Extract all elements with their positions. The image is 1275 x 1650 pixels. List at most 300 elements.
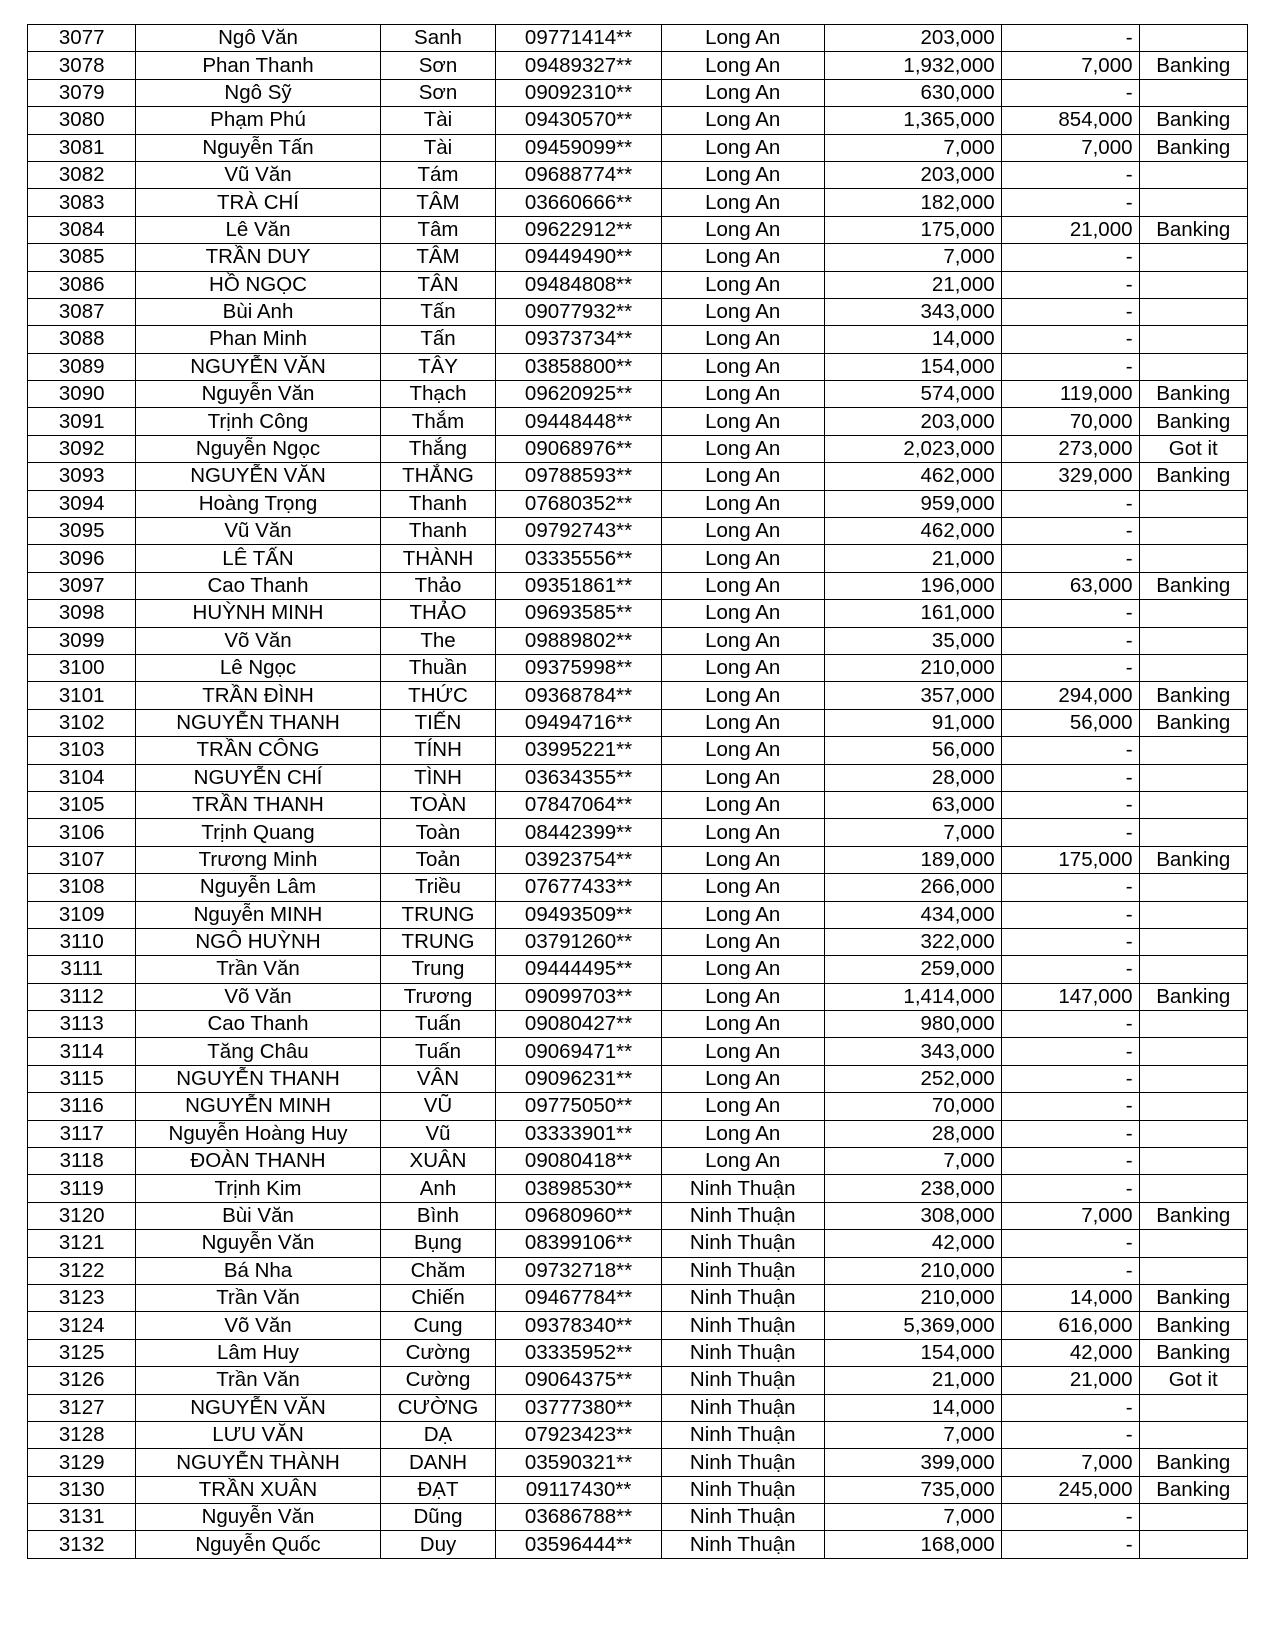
row-number-cell: 3097 xyxy=(28,572,136,599)
payment-method-cell: Banking xyxy=(1139,1284,1247,1311)
phone-number-cell: 09351861** xyxy=(496,572,661,599)
table-row xyxy=(28,928,1248,955)
payment-method-cell xyxy=(1139,928,1247,955)
family-name-cell: TRÀ CHÍ xyxy=(136,189,380,216)
given-name-cell: Sơn xyxy=(380,52,496,79)
paid-amount-cell: - xyxy=(1001,627,1139,654)
phone-number-cell: 09693585** xyxy=(496,600,661,627)
family-name-cell: Trịnh Kim xyxy=(136,1175,380,1202)
phone-number-cell: 09117430** xyxy=(496,1476,661,1503)
payment-method-cell xyxy=(1139,271,1247,298)
province-cell: Long An xyxy=(661,435,824,462)
given-name-cell: Trung xyxy=(380,956,496,983)
province-cell: Ninh Thuận xyxy=(661,1449,824,1476)
paid-amount-cell: 14,000 xyxy=(1001,1284,1139,1311)
row-number-cell: 3131 xyxy=(28,1504,136,1531)
table-row xyxy=(28,1367,1248,1394)
given-name-cell: THẢO xyxy=(380,600,496,627)
total-amount-cell: 210,000 xyxy=(824,654,1001,681)
paid-amount-cell: - xyxy=(1001,1120,1139,1147)
total-amount-cell: 959,000 xyxy=(824,490,1001,517)
province-cell: Long An xyxy=(661,983,824,1010)
family-name-cell: LÊ TẤN xyxy=(136,545,380,572)
province-cell: Long An xyxy=(661,216,824,243)
province-cell: Ninh Thuận xyxy=(661,1312,824,1339)
row-number-cell: 3126 xyxy=(28,1367,136,1394)
given-name-cell: Thảo xyxy=(380,572,496,599)
total-amount-cell: 196,000 xyxy=(824,572,1001,599)
total-amount-cell: 42,000 xyxy=(824,1230,1001,1257)
total-amount-cell: 168,000 xyxy=(824,1531,1001,1558)
table-row xyxy=(28,846,1248,873)
family-name-cell: Nguyễn Văn xyxy=(136,381,380,408)
paid-amount-cell: 329,000 xyxy=(1001,463,1139,490)
family-name-cell: Nguyễn Lâm xyxy=(136,874,380,901)
row-number-cell: 3087 xyxy=(28,298,136,325)
paid-amount-cell: - xyxy=(1001,1093,1139,1120)
table-row xyxy=(28,709,1248,736)
paid-amount-cell: 616,000 xyxy=(1001,1312,1139,1339)
paid-amount-cell: 7,000 xyxy=(1001,134,1139,161)
paid-amount-cell: - xyxy=(1001,901,1139,928)
payment-method-cell xyxy=(1139,1257,1247,1284)
phone-number-cell: 09373734** xyxy=(496,326,661,353)
family-name-cell: Bùi Văn xyxy=(136,1202,380,1229)
given-name-cell: Duy xyxy=(380,1531,496,1558)
total-amount-cell: 7,000 xyxy=(824,1421,1001,1448)
given-name-cell: Triều xyxy=(380,874,496,901)
table-row xyxy=(28,1504,1248,1531)
table-row xyxy=(28,1038,1248,1065)
family-name-cell: Nguyễn MINH xyxy=(136,901,380,928)
payment-method-cell xyxy=(1139,1011,1247,1038)
family-name-cell: TRẦN XUÂN xyxy=(136,1476,380,1503)
table-row xyxy=(28,1421,1248,1448)
row-number-cell: 3114 xyxy=(28,1038,136,1065)
table-row xyxy=(28,435,1248,462)
given-name-cell: Bình xyxy=(380,1202,496,1229)
table-row xyxy=(28,1394,1248,1421)
payment-method-cell xyxy=(1139,1093,1247,1120)
table-row xyxy=(28,1120,1248,1147)
paid-amount-cell: - xyxy=(1001,1531,1139,1558)
payment-method-cell xyxy=(1139,627,1247,654)
phone-number-cell: 09099703** xyxy=(496,983,661,1010)
phone-number-cell: 08442399** xyxy=(496,819,661,846)
customer-table xyxy=(27,24,1248,1559)
row-number-cell: 3103 xyxy=(28,737,136,764)
table-row xyxy=(28,216,1248,243)
given-name-cell: Trương xyxy=(380,983,496,1010)
table-body xyxy=(28,25,1248,1559)
total-amount-cell: 14,000 xyxy=(824,326,1001,353)
phone-number-cell: 09068976** xyxy=(496,435,661,462)
row-number-cell: 3089 xyxy=(28,353,136,380)
province-cell: Ninh Thuận xyxy=(661,1531,824,1558)
phone-number-cell: 03333901** xyxy=(496,1120,661,1147)
row-number-cell: 3085 xyxy=(28,244,136,271)
total-amount-cell: 21,000 xyxy=(824,545,1001,572)
table-row xyxy=(28,956,1248,983)
row-number-cell: 3120 xyxy=(28,1202,136,1229)
table-row xyxy=(28,627,1248,654)
phone-number-cell: 09680960** xyxy=(496,1202,661,1229)
table-row xyxy=(28,1284,1248,1311)
family-name-cell: NGUYỄN THANH xyxy=(136,709,380,736)
family-name-cell: Trịnh Quang xyxy=(136,819,380,846)
row-number-cell: 3122 xyxy=(28,1257,136,1284)
row-number-cell: 3125 xyxy=(28,1339,136,1366)
paid-amount-cell: 63,000 xyxy=(1001,572,1139,599)
payment-method-cell: Banking xyxy=(1139,408,1247,435)
row-number-cell: 3129 xyxy=(28,1449,136,1476)
family-name-cell: Tăng Châu xyxy=(136,1038,380,1065)
given-name-cell: TÍNH xyxy=(380,737,496,764)
family-name-cell: Nguyễn Ngọc xyxy=(136,435,380,462)
total-amount-cell: 63,000 xyxy=(824,791,1001,818)
paid-amount-cell: - xyxy=(1001,956,1139,983)
family-name-cell: Cao Thanh xyxy=(136,572,380,599)
province-cell: Long An xyxy=(661,627,824,654)
family-name-cell: Lê Văn xyxy=(136,216,380,243)
payment-method-cell: Banking xyxy=(1139,52,1247,79)
family-name-cell: Hoàng Trọng xyxy=(136,490,380,517)
family-name-cell: Võ Văn xyxy=(136,1312,380,1339)
table-row xyxy=(28,572,1248,599)
province-cell: Ninh Thuận xyxy=(661,1504,824,1531)
table-row xyxy=(28,1312,1248,1339)
total-amount-cell: 238,000 xyxy=(824,1175,1001,1202)
row-number-cell: 3110 xyxy=(28,928,136,955)
payment-method-cell xyxy=(1139,737,1247,764)
paid-amount-cell: - xyxy=(1001,1504,1139,1531)
paid-amount-cell: - xyxy=(1001,928,1139,955)
row-number-cell: 3112 xyxy=(28,983,136,1010)
province-cell: Ninh Thuận xyxy=(661,1202,824,1229)
phone-number-cell: 09889802** xyxy=(496,627,661,654)
family-name-cell: Bá Nha xyxy=(136,1257,380,1284)
total-amount-cell: 357,000 xyxy=(824,682,1001,709)
given-name-cell: TOÀN xyxy=(380,791,496,818)
total-amount-cell: 21,000 xyxy=(824,271,1001,298)
total-amount-cell: 574,000 xyxy=(824,381,1001,408)
phone-number-cell: 09368784** xyxy=(496,682,661,709)
paid-amount-cell: 119,000 xyxy=(1001,381,1139,408)
province-cell: Ninh Thuận xyxy=(661,1257,824,1284)
row-number-cell: 3088 xyxy=(28,326,136,353)
province-cell: Ninh Thuận xyxy=(661,1394,824,1421)
table-row xyxy=(28,1202,1248,1229)
table-row xyxy=(28,326,1248,353)
paid-amount-cell: - xyxy=(1001,1421,1139,1448)
phone-number-cell: 09378340** xyxy=(496,1312,661,1339)
payment-method-cell xyxy=(1139,189,1247,216)
paid-amount-cell: - xyxy=(1001,161,1139,188)
family-name-cell: Trần Văn xyxy=(136,1284,380,1311)
row-number-cell: 3116 xyxy=(28,1093,136,1120)
row-number-cell: 3090 xyxy=(28,381,136,408)
payment-method-cell xyxy=(1139,1230,1247,1257)
total-amount-cell: 5,369,000 xyxy=(824,1312,1001,1339)
table-row xyxy=(28,25,1248,52)
table-row xyxy=(28,189,1248,216)
payment-method-cell xyxy=(1139,353,1247,380)
row-number-cell: 3109 xyxy=(28,901,136,928)
table-row xyxy=(28,1065,1248,1092)
family-name-cell: Ngô Sỹ xyxy=(136,79,380,106)
phone-number-cell: 09444495** xyxy=(496,956,661,983)
total-amount-cell: 203,000 xyxy=(824,25,1001,52)
phone-number-cell: 09375998** xyxy=(496,654,661,681)
row-number-cell: 3078 xyxy=(28,52,136,79)
total-amount-cell: 735,000 xyxy=(824,1476,1001,1503)
province-cell: Ninh Thuận xyxy=(661,1339,824,1366)
payment-method-cell: Banking xyxy=(1139,682,1247,709)
province-cell: Long An xyxy=(661,819,824,846)
table-row xyxy=(28,1257,1248,1284)
total-amount-cell: 252,000 xyxy=(824,1065,1001,1092)
paid-amount-cell: - xyxy=(1001,1175,1139,1202)
paid-amount-cell: - xyxy=(1001,1038,1139,1065)
paid-amount-cell: - xyxy=(1001,490,1139,517)
row-number-cell: 3094 xyxy=(28,490,136,517)
payment-method-cell: Got it xyxy=(1139,435,1247,462)
family-name-cell: TRẦN THANH xyxy=(136,791,380,818)
province-cell: Long An xyxy=(661,682,824,709)
payment-method-cell xyxy=(1139,161,1247,188)
payment-method-cell xyxy=(1139,1148,1247,1175)
given-name-cell: Tài xyxy=(380,107,496,134)
table-row xyxy=(28,654,1248,681)
row-number-cell: 3130 xyxy=(28,1476,136,1503)
paid-amount-cell: - xyxy=(1001,1394,1139,1421)
table-row xyxy=(28,52,1248,79)
given-name-cell: Toản xyxy=(380,846,496,873)
total-amount-cell: 7,000 xyxy=(824,819,1001,846)
province-cell: Ninh Thuận xyxy=(661,1367,824,1394)
phone-number-cell: 03634355** xyxy=(496,764,661,791)
row-number-cell: 3098 xyxy=(28,600,136,627)
phone-number-cell: 03590321** xyxy=(496,1449,661,1476)
family-name-cell: Lâm Huy xyxy=(136,1339,380,1366)
phone-number-cell: 07677433** xyxy=(496,874,661,901)
phone-number-cell: 09459099** xyxy=(496,134,661,161)
row-number-cell: 3095 xyxy=(28,518,136,545)
row-number-cell: 3100 xyxy=(28,654,136,681)
family-name-cell: Võ Văn xyxy=(136,627,380,654)
family-name-cell: Ngô Văn xyxy=(136,25,380,52)
phone-number-cell: 08399106** xyxy=(496,1230,661,1257)
family-name-cell: Trương Minh xyxy=(136,846,380,873)
paid-amount-cell: - xyxy=(1001,819,1139,846)
province-cell: Long An xyxy=(661,79,824,106)
total-amount-cell: 14,000 xyxy=(824,1394,1001,1421)
total-amount-cell: 308,000 xyxy=(824,1202,1001,1229)
total-amount-cell: 322,000 xyxy=(824,928,1001,955)
paid-amount-cell: - xyxy=(1001,1230,1139,1257)
table-row xyxy=(28,1449,1248,1476)
given-name-cell: DANH xyxy=(380,1449,496,1476)
given-name-cell: TIẾN xyxy=(380,709,496,736)
phone-number-cell: 09080427** xyxy=(496,1011,661,1038)
given-name-cell: Thạch xyxy=(380,381,496,408)
given-name-cell: TRUNG xyxy=(380,928,496,955)
payment-method-cell: Banking xyxy=(1139,983,1247,1010)
paid-amount-cell: 294,000 xyxy=(1001,682,1139,709)
row-number-cell: 3079 xyxy=(28,79,136,106)
phone-number-cell: 09620925** xyxy=(496,381,661,408)
payment-method-cell: Banking xyxy=(1139,107,1247,134)
table-row xyxy=(28,737,1248,764)
phone-number-cell: 03335556** xyxy=(496,545,661,572)
row-number-cell: 3084 xyxy=(28,216,136,243)
payment-method-cell: Banking xyxy=(1139,463,1247,490)
phone-number-cell: 09622912** xyxy=(496,216,661,243)
row-number-cell: 3102 xyxy=(28,709,136,736)
table-row xyxy=(28,874,1248,901)
paid-amount-cell: - xyxy=(1001,244,1139,271)
payment-method-cell xyxy=(1139,654,1247,681)
phone-number-cell: 09448448** xyxy=(496,408,661,435)
given-name-cell: THÀNH xyxy=(380,545,496,572)
row-number-cell: 3081 xyxy=(28,134,136,161)
payment-method-cell xyxy=(1139,600,1247,627)
province-cell: Long An xyxy=(661,189,824,216)
total-amount-cell: 28,000 xyxy=(824,764,1001,791)
phone-number-cell: 03791260** xyxy=(496,928,661,955)
total-amount-cell: 154,000 xyxy=(824,1339,1001,1366)
paid-amount-cell: - xyxy=(1001,791,1139,818)
province-cell: Long An xyxy=(661,298,824,325)
row-number-cell: 3107 xyxy=(28,846,136,873)
province-cell: Ninh Thuận xyxy=(661,1421,824,1448)
phone-number-cell: 07847064** xyxy=(496,791,661,818)
paid-amount-cell: - xyxy=(1001,1148,1139,1175)
row-number-cell: 3124 xyxy=(28,1312,136,1339)
family-name-cell: Trần Văn xyxy=(136,1367,380,1394)
row-number-cell: 3113 xyxy=(28,1011,136,1038)
province-cell: Long An xyxy=(661,52,824,79)
table-row xyxy=(28,1093,1248,1120)
payment-method-cell xyxy=(1139,1504,1247,1531)
province-cell: Long An xyxy=(661,244,824,271)
total-amount-cell: 154,000 xyxy=(824,353,1001,380)
table-row xyxy=(28,764,1248,791)
table-row xyxy=(28,107,1248,134)
given-name-cell: Dũng xyxy=(380,1504,496,1531)
province-cell: Long An xyxy=(661,490,824,517)
given-name-cell: TÂY xyxy=(380,353,496,380)
row-number-cell: 3117 xyxy=(28,1120,136,1147)
table-row xyxy=(28,1476,1248,1503)
payment-method-cell: Banking xyxy=(1139,381,1247,408)
province-cell: Long An xyxy=(661,1093,824,1120)
table-row xyxy=(28,901,1248,928)
paid-amount-cell: - xyxy=(1001,654,1139,681)
total-amount-cell: 434,000 xyxy=(824,901,1001,928)
row-number-cell: 3132 xyxy=(28,1531,136,1558)
family-name-cell: HUỲNH MINH xyxy=(136,600,380,627)
given-name-cell: Bụng xyxy=(380,1230,496,1257)
total-amount-cell: 343,000 xyxy=(824,1038,1001,1065)
table-row xyxy=(28,545,1248,572)
phone-number-cell: 03596444** xyxy=(496,1531,661,1558)
row-number-cell: 3128 xyxy=(28,1421,136,1448)
total-amount-cell: 182,000 xyxy=(824,189,1001,216)
payment-method-cell xyxy=(1139,25,1247,52)
paid-amount-cell: 7,000 xyxy=(1001,1449,1139,1476)
total-amount-cell: 462,000 xyxy=(824,518,1001,545)
total-amount-cell: 210,000 xyxy=(824,1284,1001,1311)
table-row xyxy=(28,161,1248,188)
family-name-cell: Võ Văn xyxy=(136,983,380,1010)
paid-amount-cell: - xyxy=(1001,518,1139,545)
paid-amount-cell: 42,000 xyxy=(1001,1339,1139,1366)
given-name-cell: The xyxy=(380,627,496,654)
payment-method-cell xyxy=(1139,1120,1247,1147)
table-row xyxy=(28,79,1248,106)
payment-method-cell xyxy=(1139,956,1247,983)
phone-number-cell: 09077932** xyxy=(496,298,661,325)
total-amount-cell: 7,000 xyxy=(824,134,1001,161)
phone-number-cell: 03686788** xyxy=(496,1504,661,1531)
given-name-cell: ĐẠT xyxy=(380,1476,496,1503)
table-row xyxy=(28,134,1248,161)
payment-method-cell xyxy=(1139,244,1247,271)
table-row xyxy=(28,1230,1248,1257)
phone-number-cell: 07680352** xyxy=(496,490,661,517)
province-cell: Long An xyxy=(661,874,824,901)
payment-method-cell xyxy=(1139,1394,1247,1421)
family-name-cell: NGUYỄN VĂN xyxy=(136,463,380,490)
total-amount-cell: 266,000 xyxy=(824,874,1001,901)
payment-method-cell xyxy=(1139,874,1247,901)
phone-number-cell: 09449490** xyxy=(496,244,661,271)
province-cell: Long An xyxy=(661,1038,824,1065)
province-cell: Long An xyxy=(661,791,824,818)
province-cell: Long An xyxy=(661,709,824,736)
family-name-cell: Vũ Văn xyxy=(136,161,380,188)
phone-number-cell: 09080418** xyxy=(496,1148,661,1175)
province-cell: Long An xyxy=(661,846,824,873)
family-name-cell: Bùi Anh xyxy=(136,298,380,325)
family-name-cell: Vũ Văn xyxy=(136,518,380,545)
family-name-cell: Cao Thanh xyxy=(136,1011,380,1038)
family-name-cell: Phan Thanh xyxy=(136,52,380,79)
province-cell: Long An xyxy=(661,1065,824,1092)
row-number-cell: 3118 xyxy=(28,1148,136,1175)
family-name-cell: Trần Văn xyxy=(136,956,380,983)
paid-amount-cell: 56,000 xyxy=(1001,709,1139,736)
phone-number-cell: 09788593** xyxy=(496,463,661,490)
paid-amount-cell: - xyxy=(1001,1011,1139,1038)
paid-amount-cell: 854,000 xyxy=(1001,107,1139,134)
province-cell: Long An xyxy=(661,107,824,134)
family-name-cell: Trịnh Công xyxy=(136,408,380,435)
province-cell: Ninh Thuận xyxy=(661,1284,824,1311)
total-amount-cell: 7,000 xyxy=(824,1148,1001,1175)
row-number-cell: 3106 xyxy=(28,819,136,846)
given-name-cell: TRUNG xyxy=(380,901,496,928)
row-number-cell: 3111 xyxy=(28,956,136,983)
total-amount-cell: 56,000 xyxy=(824,737,1001,764)
province-cell: Long An xyxy=(661,518,824,545)
row-number-cell: 3105 xyxy=(28,791,136,818)
row-number-cell: 3082 xyxy=(28,161,136,188)
given-name-cell: Tuấn xyxy=(380,1038,496,1065)
province-cell: Long An xyxy=(661,901,824,928)
row-number-cell: 3123 xyxy=(28,1284,136,1311)
